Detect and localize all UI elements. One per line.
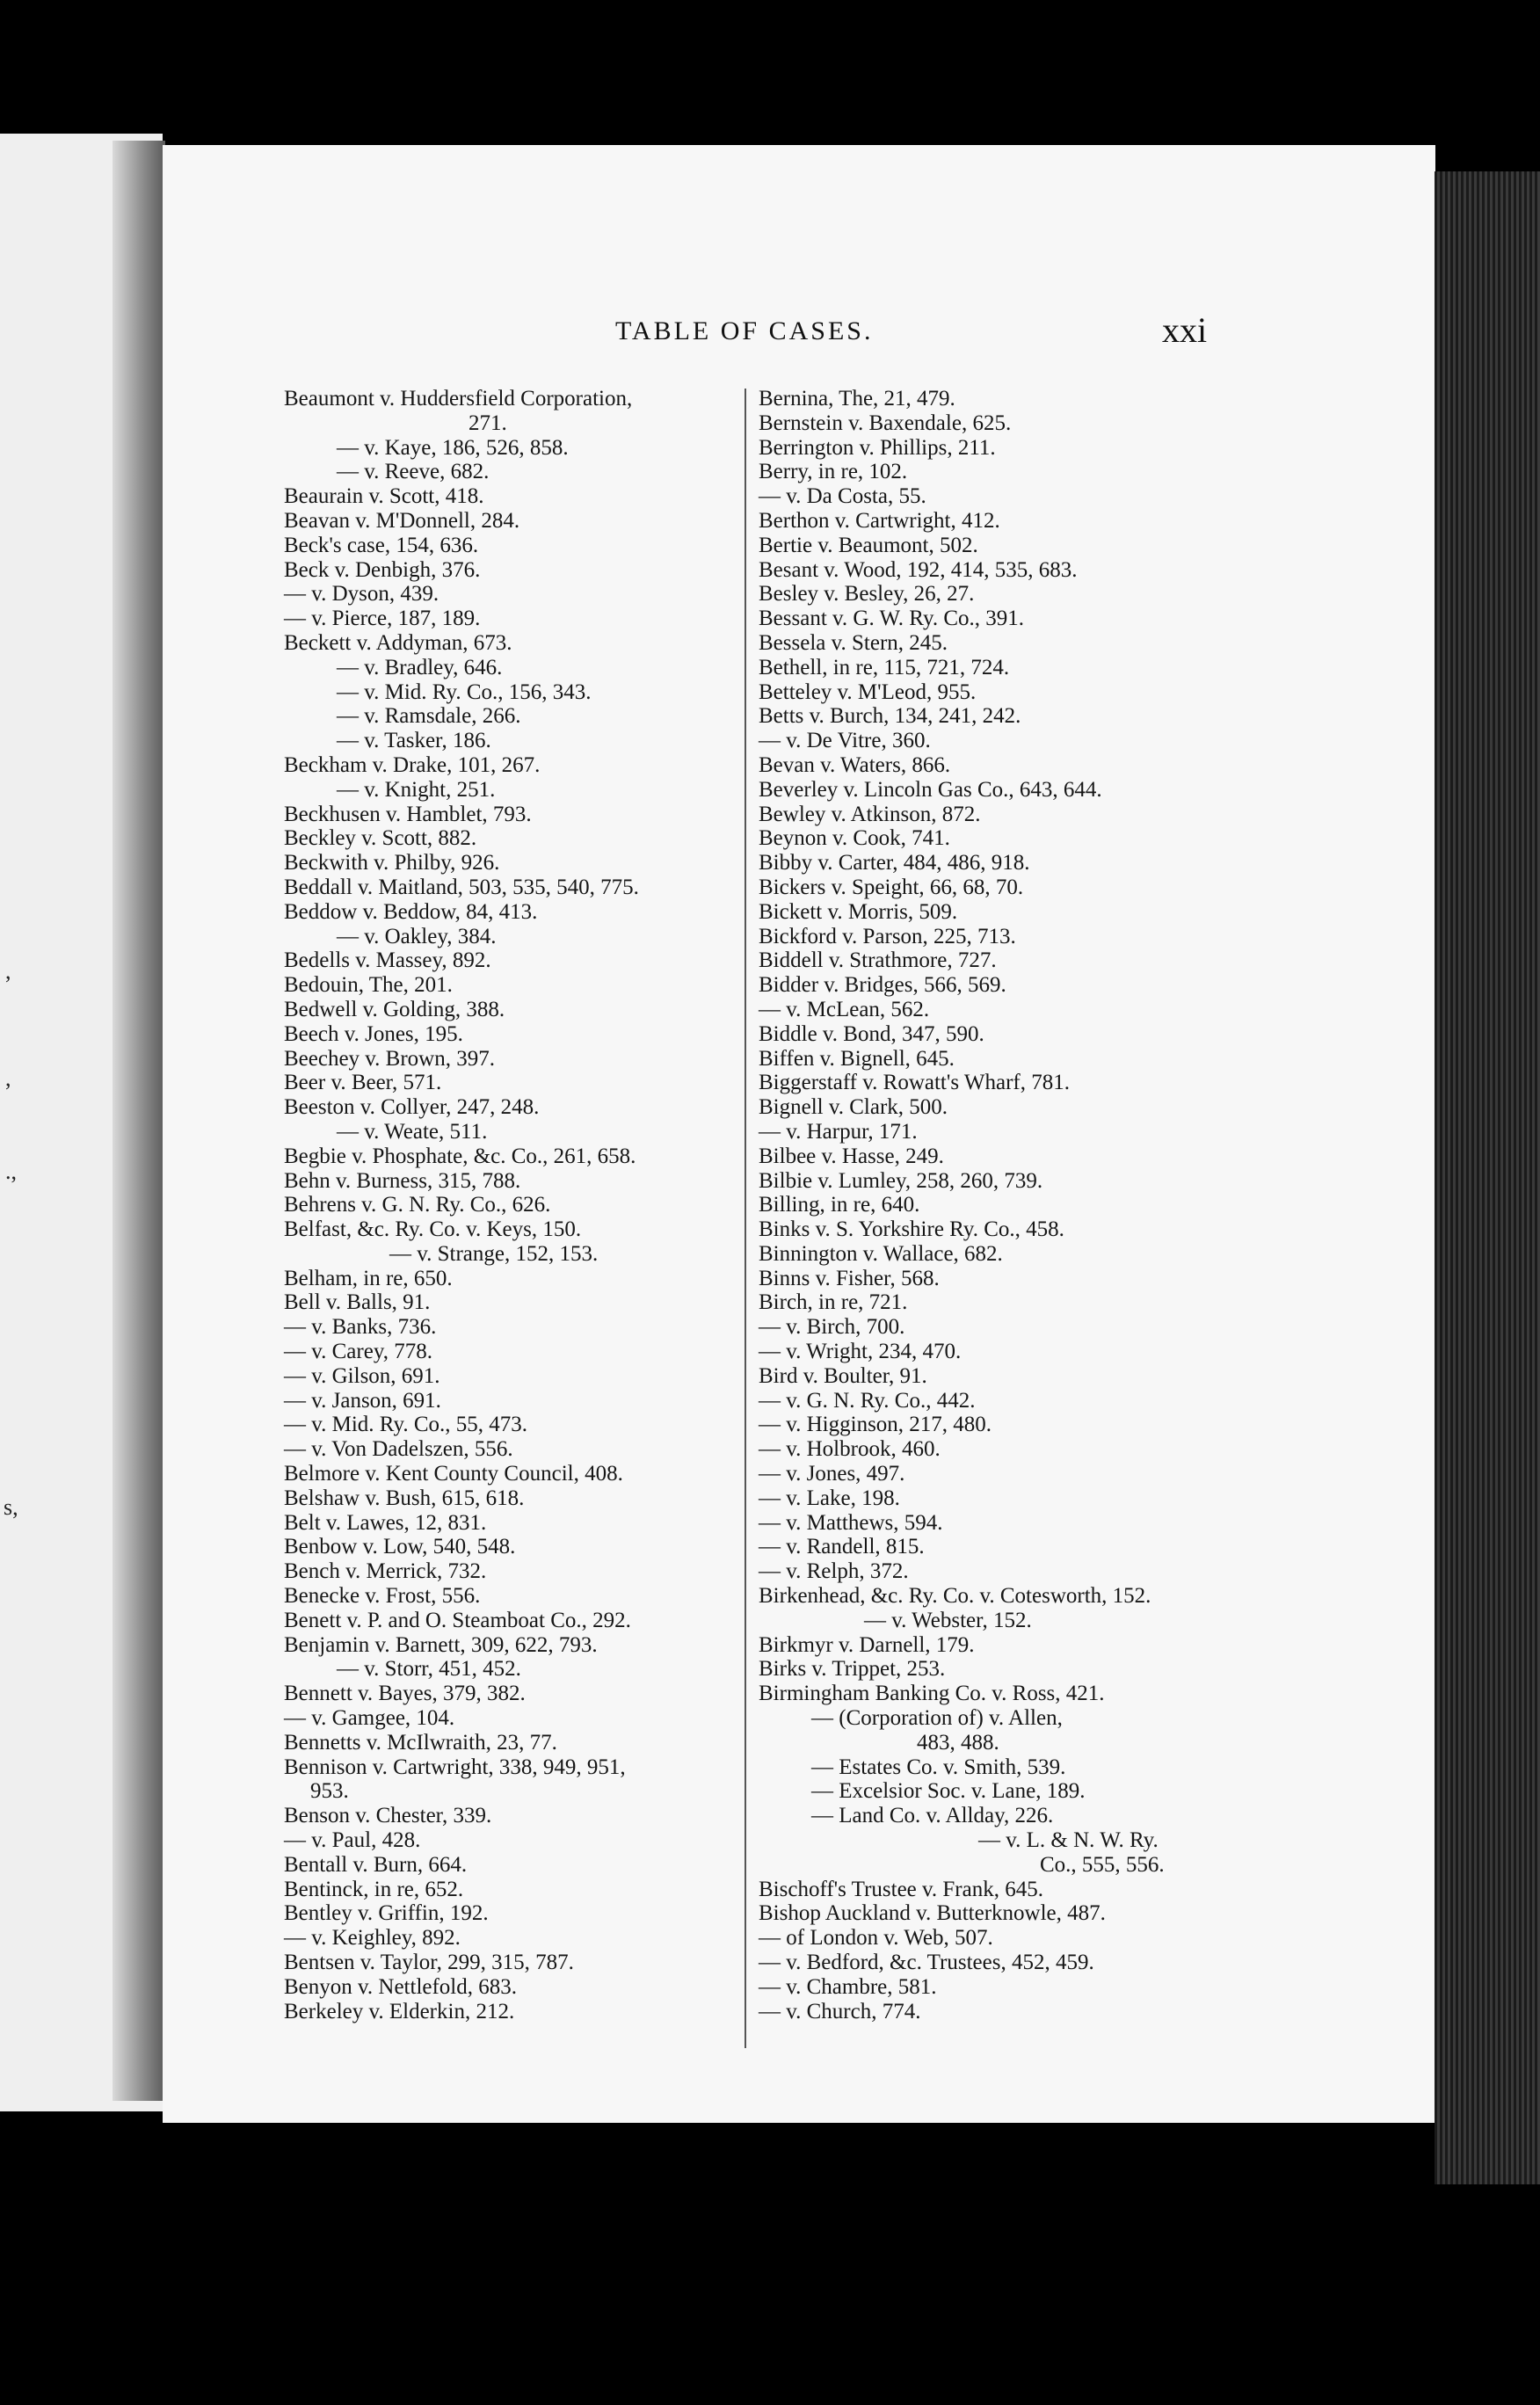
index-column-left <box>284 387 741 2024</box>
page-number: xxi <box>1162 310 1208 350</box>
index-entry: Binks v. S. Yorkshire Ry. Co., 458. <box>759 1217 1064 1242</box>
index-entry: Beck v. Denbigh, 376. <box>284 557 481 582</box>
index-entry: Beynon v. Cook, 741. <box>759 826 950 851</box>
index-entry: — v. Jones, 497. <box>759 1462 905 1486</box>
index-entry: Bedouin, The, 201. <box>284 973 453 998</box>
index-entry: Beck's case, 154, 636. <box>284 533 479 557</box>
index-entry: Birks v. Trippet, 253. <box>759 1657 946 1682</box>
index-entry: — v. Mid. Ry. Co., 55, 473. <box>284 1413 528 1437</box>
index-entry: — of London v. Web, 507. <box>759 1926 993 1951</box>
index-entry: Bertie v. Beaumont, 502. <box>759 533 978 557</box>
index-entry: — v. Pierce, 187, 189. <box>284 607 481 631</box>
index-entry: Biggerstaff v. Rowatt's Wharf, 781. <box>759 1071 1070 1095</box>
index-entry: Bernstein v. Baxendale, 625. <box>759 411 1012 435</box>
index-entry: Biddell v. Strathmore, 727. <box>759 948 997 973</box>
index-entry: — v. Birch, 700. <box>759 1315 905 1340</box>
index-entry: Beech v. Jones, 195. <box>284 1021 463 1046</box>
index-entry: Bevan v. Waters, 866. <box>759 752 951 777</box>
index-entry: — v. Tasker, 186. <box>337 729 491 753</box>
index-entry: Benyon v. Nettlefold, 683. <box>284 1974 518 1999</box>
running-head: TABLE OF CASES. <box>615 316 874 345</box>
index-entry: — v. Harpur, 171. <box>759 1119 918 1144</box>
index-entry: 271. <box>469 411 507 435</box>
index-entry: — Land Co. v. Allday, 226. <box>811 1804 1054 1828</box>
index-entry: — v. Mid. Ry. Co., 156, 343. <box>337 679 592 704</box>
index-entry: — v. Gilson, 691. <box>284 1363 440 1388</box>
index-entry: — v. Higginson, 217, 480. <box>759 1413 992 1437</box>
index-entry: Beddall v. Maitland, 503, 535, 540, 775. <box>284 875 639 899</box>
index-entry: Beer v. Beer, 571. <box>284 1071 442 1095</box>
index-entry: — v. Strange, 152, 153. <box>389 1241 599 1266</box>
index-entry: — v. Dyson, 439. <box>284 582 439 607</box>
index-column-right <box>759 387 1216 2024</box>
index-entry: — v. Church, 774. <box>759 1999 921 2024</box>
index-entry: Birch, in re, 721. <box>759 1290 908 1315</box>
index-entry: Bennison v. Cartwright, 338, 949, 951, <box>284 1755 626 1779</box>
index-entry: Belmore v. Kent County Council, 408. <box>284 1462 623 1486</box>
index-entry: Bilbee v. Hasse, 249. <box>759 1144 944 1168</box>
page-gutter-shadow <box>113 141 165 2101</box>
index-entry: Bethell, in re, 115, 721, 724. <box>759 655 1010 679</box>
index-entry: — v. Reeve, 682. <box>337 460 490 484</box>
index-entry: Betts v. Burch, 134, 241, 242. <box>759 704 1021 729</box>
index-entry: Beechey v. Brown, 397. <box>284 1046 495 1071</box>
index-entry: Birkmyr v. Darnell, 179. <box>759 1632 975 1657</box>
index-entry: — v. Carey, 778. <box>284 1340 432 1364</box>
index-entry: Bentall v. Burn, 664. <box>284 1852 468 1877</box>
index-entry: — v. Ramsdale, 266. <box>337 704 521 729</box>
index-entry: Biffen v. Bignell, 645. <box>759 1046 955 1071</box>
margin-mark: , <box>5 958 11 984</box>
index-entry: Benjamin v. Barnett, 309, 622, 793. <box>284 1632 598 1657</box>
index-entry: Bessant v. G. W. Ry. Co., 391. <box>759 607 1025 631</box>
index-entry: Biddle v. Bond, 347, 590. <box>759 1021 984 1046</box>
index-entry: Birkenhead, &c. Ry. Co. v. Cotesworth, 152. <box>759 1584 1151 1609</box>
index-entry: Bell v. Balls, 91. <box>284 1290 431 1315</box>
index-entry: Berry, in re, 102. <box>759 460 908 484</box>
index-entry: Bickers v. Speight, 66, 68, 70. <box>759 875 1024 899</box>
index-entry: Bedells v. Massey, 892. <box>284 948 491 973</box>
index-entry: — v. Chambre, 581. <box>759 1974 937 1999</box>
index-entry: — v. Randell, 815. <box>759 1535 925 1559</box>
index-entry: — v. Oakley, 384. <box>337 924 497 948</box>
index-entry: Behn v. Burness, 315, 788. <box>284 1168 521 1193</box>
index-entry: Bessela v. Stern, 245. <box>759 630 948 655</box>
index-entry: Belt v. Lawes, 12, 831. <box>284 1510 487 1535</box>
index-entry: Bentley v. Griffin, 192. <box>284 1901 489 1926</box>
index-entry: Bidder v. Bridges, 566, 569. <box>759 973 1006 998</box>
index-entry: — v. Lake, 198. <box>759 1486 900 1510</box>
index-entry: Beverley v. Lincoln Gas Co., 643, 644. <box>759 777 1102 802</box>
index-entry: Bedwell v. Golding, 388. <box>284 997 505 1021</box>
index-entry: Bentsen v. Taylor, 299, 315, 787. <box>284 1951 574 1974</box>
index-entry: — v. L. & N. W. Ry. <box>978 1828 1159 1853</box>
index-entry: Belshaw v. Bush, 615, 618. <box>284 1486 525 1510</box>
index-entry: — v. Relph, 372. <box>759 1559 909 1584</box>
index-entry: — v. Da Costa, 55. <box>759 484 926 509</box>
index-entry: — Excelsior Soc. v. Lane, 189. <box>811 1779 1086 1804</box>
column-rule <box>745 389 746 2048</box>
index-entry: Besley v. Besley, 26, 27. <box>759 582 975 607</box>
index-entry: — v. Bedford, &c. Trustees, 452, 459. <box>759 1951 1094 1974</box>
index-entry: Belfast, &c. Ry. Co. v. Keys, 150. <box>284 1217 582 1242</box>
index-entry: Benson v. Chester, 339. <box>284 1804 492 1828</box>
index-entry: Benbow v. Low, 540, 548. <box>284 1535 516 1559</box>
index-entry: — v. Holbrook, 460. <box>759 1437 941 1462</box>
index-entry: Benecke v. Frost, 556. <box>284 1584 481 1609</box>
index-entry: Beckwith v. Philby, 926. <box>284 851 500 876</box>
index-entry: — v. Knight, 251. <box>337 777 496 802</box>
index-entry: Bernina, The, 21, 479. <box>759 387 955 411</box>
index-entry: Bentinck, in re, 652. <box>284 1877 464 1901</box>
index-entry: — v. Wright, 234, 470. <box>759 1340 962 1364</box>
index-entry: — v. Gamgee, 104. <box>284 1706 455 1731</box>
index-entry: Beavan v. M'Donnell, 284. <box>284 508 520 533</box>
index-entry: Beddow v. Beddow, 84, 413. <box>284 899 538 924</box>
index-entry: Bilbie v. Lumley, 258, 260, 739. <box>759 1168 1043 1193</box>
index-entry: Berthon v. Cartwright, 412. <box>759 508 1000 533</box>
index-entry: Bischoff's Trustee v. Frank, 645. <box>759 1877 1043 1901</box>
index-entry: — v. Matthews, 594. <box>759 1510 943 1535</box>
index-entry: — Estates Co. v. Smith, 539. <box>811 1755 1066 1779</box>
index-entry: Beckham v. Drake, 101, 267. <box>284 752 541 777</box>
index-entry: 483, 488. <box>917 1730 999 1755</box>
index-entry: Bird v. Boulter, 91. <box>759 1363 927 1388</box>
index-entry: Belham, in re, 650. <box>284 1266 453 1290</box>
index-entry: Binnington v. Wallace, 682. <box>759 1241 1003 1266</box>
index-entry: — v. Weate, 511. <box>337 1119 488 1144</box>
index-entry: Beaumont v. Huddersfield Corporation, <box>284 387 633 411</box>
index-entry: Beaurain v. Scott, 418. <box>284 484 484 509</box>
index-entry: Bishop Auckland v. Butterknowle, 487. <box>759 1901 1106 1926</box>
index-entry: Bench v. Merrick, 732. <box>284 1559 487 1584</box>
index-entry: Bennett v. Bayes, 379, 382. <box>284 1682 526 1706</box>
index-entry: Bewley v. Atkinson, 872. <box>759 802 981 826</box>
page-stack-edge <box>1435 171 1540 2184</box>
index-entry: 953. <box>310 1779 349 1804</box>
index-entry: — v. Janson, 691. <box>284 1388 441 1413</box>
index-entry: — v. Storr, 451, 452. <box>337 1657 521 1682</box>
index-entry: — v. G. N. Ry. Co., 442. <box>759 1388 976 1413</box>
index-entry: Bickford v. Parson, 225, 713. <box>759 924 1016 948</box>
index-entry: Binns v. Fisher, 568. <box>759 1266 940 1290</box>
index-entry: — v. Bradley, 646. <box>337 655 503 679</box>
index-entry: Berkeley v. Elderkin, 212. <box>284 1999 515 2024</box>
index-entry: — v. Kaye, 186, 526, 858. <box>337 435 569 460</box>
margin-mark: ., <box>5 1159 17 1184</box>
index-entry: Beckley v. Scott, 882. <box>284 826 477 851</box>
index-entry: Birmingham Banking Co. v. Ross, 421. <box>759 1682 1105 1706</box>
index-entry: Beckhusen v. Hamblet, 793. <box>284 802 532 826</box>
index-entry: Benett v. P. and O. Steamboat Co., 292. <box>284 1608 631 1632</box>
margin-mark: , <box>5 1065 11 1091</box>
index-entry: — v. Keighley, 892. <box>284 1926 461 1951</box>
index-entry: — v. McLean, 562. <box>759 997 930 1021</box>
index-entry: Billing, in re, 640. <box>759 1193 920 1217</box>
index-entry: Berrington v. Phillips, 211. <box>759 435 996 460</box>
index-entry: Bibby v. Carter, 484, 486, 918. <box>759 851 1030 876</box>
index-entry: — v. Banks, 736. <box>284 1315 437 1340</box>
index-entry: Begbie v. Phosphate, &c. Co., 261, 658. <box>284 1144 636 1168</box>
index-entry: Besant v. Wood, 192, 414, 535, 683. <box>759 557 1078 582</box>
margin-mark: s, <box>4 1494 18 1520</box>
index-entry: — v. Webster, 152. <box>864 1608 1032 1632</box>
index-entry: Co., 555, 556. <box>1040 1852 1165 1877</box>
index-entry: Betteley v. M'Leod, 955. <box>759 679 977 704</box>
index-entry: Beeston v. Collyer, 247, 248. <box>284 1095 540 1120</box>
index-entry: — v. Von Dadelszen, 556. <box>284 1437 513 1462</box>
index-entry: Bickett v. Morris, 509. <box>759 899 958 924</box>
index-entry: Beckett v. Addyman, 673. <box>284 630 512 655</box>
index-entry: — v. Paul, 428. <box>284 1828 421 1853</box>
index-entry: Bennetts v. McIlwraith, 23, 77. <box>284 1730 557 1755</box>
index-entry: Behrens v. G. N. Ry. Co., 626. <box>284 1193 551 1217</box>
index-entry: — (Corporation of) v. Allen, <box>811 1706 1063 1731</box>
index-entry: — v. De Vitre, 360. <box>759 729 931 753</box>
index-entry: Bignell v. Clark, 500. <box>759 1095 948 1120</box>
